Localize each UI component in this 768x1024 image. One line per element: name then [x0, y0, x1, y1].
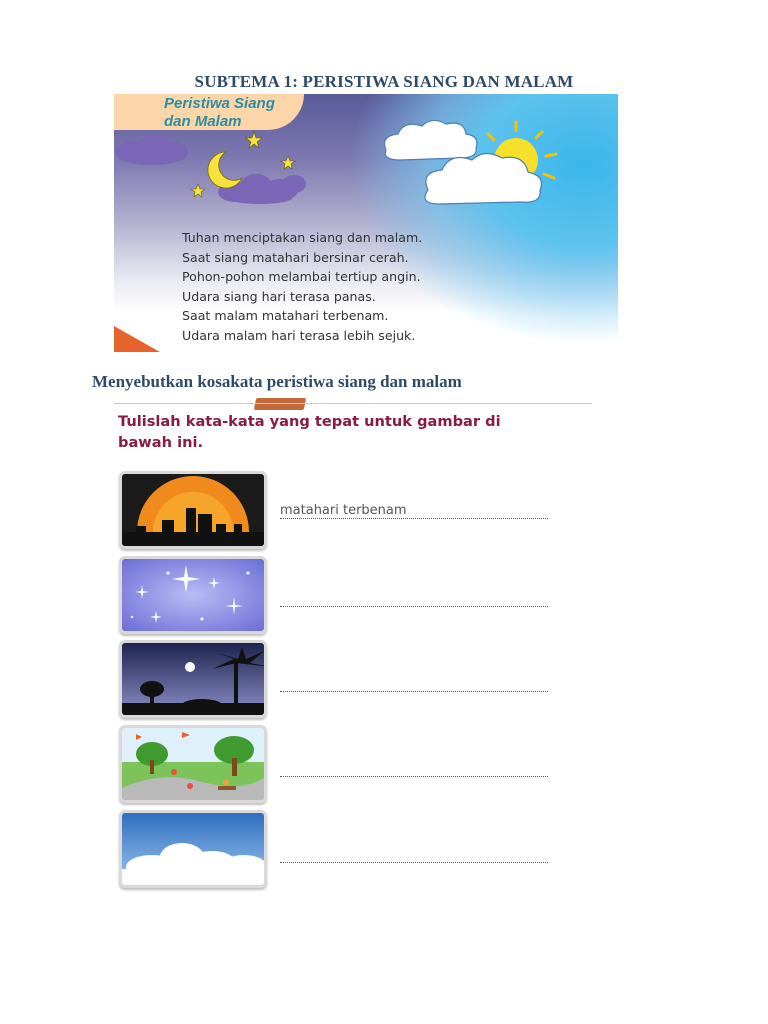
answer-field-5[interactable]	[280, 848, 548, 863]
sunset-city-image	[119, 471, 267, 549]
instruction-line: bawah ini.	[118, 434, 204, 451]
hero-banner	[114, 94, 304, 130]
page-title: SUBTEMA 1: PERISTIWA SIANG DAN MALAM	[194, 72, 574, 91]
hero-banner-line2: dan Malam	[164, 113, 242, 130]
exercise-instruction	[118, 411, 538, 453]
night-moon-palm-image	[119, 640, 267, 718]
answer-field-1[interactable]: matahari terbenam	[280, 504, 548, 519]
poem-line: Saat siang matahari bersinar cerah.	[182, 249, 409, 265]
poem-line: Tuhan menciptakan siang dan malam.	[182, 230, 423, 245]
hero-banner-line1: Peristiwa Siang	[164, 95, 275, 112]
poem-line: Udara siang hari terasa panas.	[182, 288, 376, 304]
book-tab-decoration	[254, 398, 307, 410]
daytime-park-image	[119, 725, 267, 803]
hero-illustration	[114, 94, 618, 352]
divider	[114, 403, 592, 404]
poem	[182, 228, 422, 346]
answer-field-3[interactable]	[280, 677, 548, 692]
answer-field-4[interactable]	[280, 762, 548, 777]
poem-line: Pohon-pohon melambai tertiup angin.	[182, 269, 421, 285]
clouds-sky-image	[119, 810, 267, 888]
instruction-line: Tulislah kata-kata yang tepat untuk gambar di	[118, 413, 501, 430]
stars-image	[119, 556, 267, 634]
poem-line: Udara malam hari terasa lebih sejuk.	[182, 327, 416, 343]
answer-field-2[interactable]	[280, 592, 548, 607]
poem-line: Saat malam matahari terbenam.	[182, 308, 389, 324]
section-title: Menyebutkan kosakata peristiwa siang dan malam	[92, 372, 462, 391]
